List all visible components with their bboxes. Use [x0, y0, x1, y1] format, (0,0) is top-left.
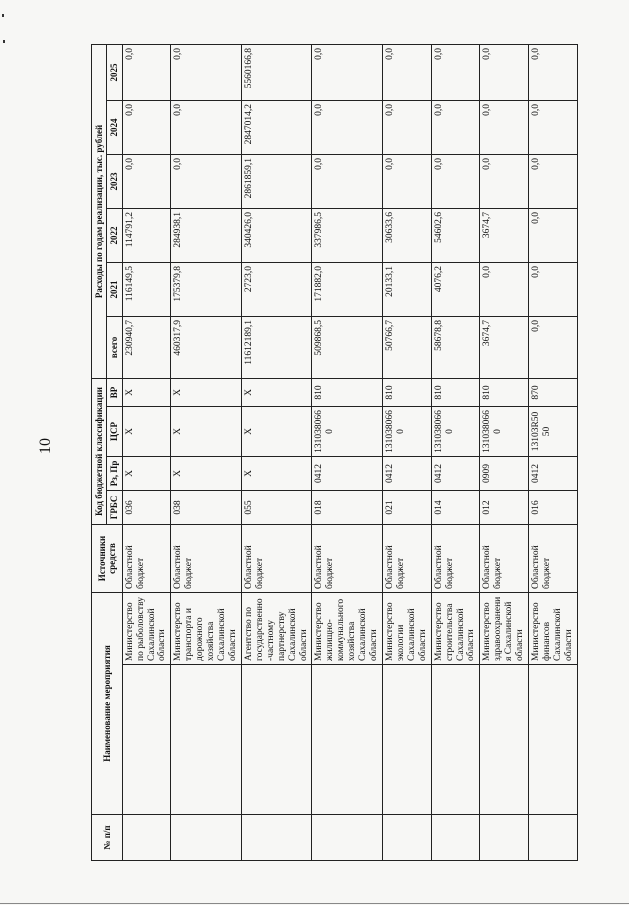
cell-y2021: 116149,5	[122, 262, 171, 316]
cell-source: Областной бюджет	[171, 524, 242, 592]
cell-y2023: 0,0	[122, 154, 171, 208]
cell-executor: Министерство жилищно-коммунального хозяйства Сахалинской области	[312, 592, 383, 664]
cell-grbs: 021	[382, 490, 431, 524]
cell-y2021: 0,0	[480, 262, 529, 316]
cell-vr: 810	[480, 378, 529, 406]
cell-grbs: 038	[171, 490, 242, 524]
cell-blank	[312, 665, 383, 815]
cell-executor: Министерство здравоохранения Сахалинской области	[480, 592, 529, 664]
cell-y2023: 0,0	[382, 154, 431, 208]
table-row	[241, 44, 312, 860]
cell-executor: Агентство по государственно-частному партнерству Сахалинской области	[241, 592, 312, 664]
cell-grbs: 036	[122, 490, 171, 524]
cell-blank	[431, 665, 480, 815]
header-grbs: ГРБС	[107, 490, 122, 524]
cell-num	[171, 815, 242, 861]
cell-total: 3674,7	[480, 316, 529, 378]
cell-y2022: 114791,2	[122, 208, 171, 262]
cell-executor: Министерство экологии Сахалинской области	[382, 592, 431, 664]
cell-y2025: 0,0	[122, 44, 171, 100]
cell-num	[241, 815, 312, 861]
cell-num	[312, 815, 383, 861]
table-body	[122, 44, 577, 860]
scan-speck	[2, 14, 4, 17]
cell-grbs: 012	[480, 490, 529, 524]
cell-total: 50766,7	[382, 316, 431, 378]
cell-source: Областной бюджет	[122, 524, 171, 592]
cell-total: 11612189,1	[241, 316, 312, 378]
cell-blank	[241, 665, 312, 815]
cell-vr: X	[171, 378, 242, 406]
cell-vr: 870	[529, 378, 578, 406]
cell-y2024: 2847014,2	[241, 100, 312, 154]
cell-total: 58678,8	[431, 316, 480, 378]
cell-y2024: 0,0	[312, 100, 383, 154]
cell-num	[480, 815, 529, 861]
cell-y2024: 0,0	[122, 100, 171, 154]
cell-y2022: 30633,6	[382, 208, 431, 262]
rotated-table-container	[91, 45, 574, 861]
cell-source: Областной бюджет	[312, 524, 383, 592]
cell-blank	[171, 665, 242, 815]
cell-rzpr: 0412	[312, 456, 383, 490]
cell-y2021: 171882,0	[312, 262, 383, 316]
cell-csr: X	[122, 406, 171, 456]
table-row	[171, 44, 242, 860]
cell-y2022: 3674,7	[480, 208, 529, 262]
cell-csr: X	[171, 406, 242, 456]
cell-y2024: 0,0	[382, 100, 431, 154]
header-num: № п/п	[92, 815, 123, 861]
budget-table	[91, 44, 578, 861]
header-total: всего	[107, 316, 122, 378]
cell-y2023: 0,0	[529, 154, 578, 208]
table-row	[529, 44, 578, 860]
header-year: 2021	[107, 262, 122, 316]
cell-y2025: 0,0	[382, 44, 431, 100]
cell-blank	[122, 665, 171, 815]
cell-csr: X	[241, 406, 312, 456]
header-vr: ВР	[107, 378, 122, 406]
cell-y2025: 0,0	[312, 44, 383, 100]
cell-csr: 1310380660	[480, 406, 529, 456]
cell-csr: 1310380660	[382, 406, 431, 456]
cell-vr: X	[122, 378, 171, 406]
table-row	[312, 44, 383, 860]
cell-blank	[529, 665, 578, 815]
cell-y2023: 0,0	[480, 154, 529, 208]
cell-y2021: 2723,0	[241, 262, 312, 316]
table-row	[122, 44, 171, 860]
cell-executor: Министерство строительства Сахалинской области	[431, 592, 480, 664]
cell-y2025: 5560166,8	[241, 44, 312, 100]
cell-vr: 810	[382, 378, 431, 406]
cell-y2022: 54602,6	[431, 208, 480, 262]
cell-y2022: 340426,0	[241, 208, 312, 262]
header-name: Наименование мероприятия	[92, 592, 123, 814]
cell-total: 460317,9	[171, 316, 242, 378]
cell-blank	[480, 665, 529, 815]
scan-speck	[3, 40, 5, 43]
cell-y2024: 0,0	[529, 100, 578, 154]
cell-y2021: 175379,8	[171, 262, 242, 316]
cell-csr: 1310380660	[431, 406, 480, 456]
cell-y2025: 0,0	[529, 44, 578, 100]
cell-rzpr: 0412	[529, 456, 578, 490]
cell-y2021: 0,0	[529, 262, 578, 316]
cell-source: Областной бюджет	[480, 524, 529, 592]
page-edge-line	[0, 903, 629, 904]
table-row	[431, 44, 480, 860]
cell-rzpr: 0412	[431, 456, 480, 490]
cell-grbs: 055	[241, 490, 312, 524]
header-csr: ЦСР	[107, 406, 122, 456]
cell-rzpr: 0909	[480, 456, 529, 490]
cell-y2021: 4076,2	[431, 262, 480, 316]
header-rzpr: Рз, Пр	[107, 456, 122, 490]
cell-total: 0,0	[529, 316, 578, 378]
cell-grbs: 014	[431, 490, 480, 524]
cell-y2022: 337986,5	[312, 208, 383, 262]
cell-grbs: 018	[312, 490, 383, 524]
cell-vr: 810	[431, 378, 480, 406]
cell-grbs: 016	[529, 490, 578, 524]
cell-csr: 13103R5050	[529, 406, 578, 456]
cell-vr: 810	[312, 378, 383, 406]
cell-source: Областной бюджет	[431, 524, 480, 592]
header-row-1	[92, 44, 107, 860]
cell-y2024: 0,0	[431, 100, 480, 154]
cell-y2023: 0,0	[312, 154, 383, 208]
cell-y2024: 0,0	[171, 100, 242, 154]
cell-num	[122, 815, 171, 861]
cell-source: Областной бюджет	[382, 524, 431, 592]
cell-y2023: 0,0	[171, 154, 242, 208]
cell-executor: Министерство по рыболовству Сахалинской области	[122, 592, 171, 664]
cell-y2025: 0,0	[171, 44, 242, 100]
cell-blank	[382, 665, 431, 815]
cell-y2023: 2861859,1	[241, 154, 312, 208]
cell-y2022: 284938,1	[171, 208, 242, 262]
cell-y2024: 0,0	[480, 100, 529, 154]
header-year: 2022	[107, 208, 122, 262]
cell-source: Областной бюджет	[529, 524, 578, 592]
cell-executor: Министерство транспорта и дорожного хозяйства Сахалинской области	[171, 592, 242, 664]
cell-total: 230940,7	[122, 316, 171, 378]
table-row	[382, 44, 431, 860]
header-source: Источники средств	[92, 524, 123, 592]
cell-y2025: 0,0	[431, 44, 480, 100]
header-code-group: Код бюджетной классификации	[92, 378, 107, 524]
cell-y2022: 0,0	[529, 208, 578, 262]
cell-total: 509868,5	[312, 316, 383, 378]
cell-num	[382, 815, 431, 861]
cell-vr: X	[241, 378, 312, 406]
cell-csr: 1310380660	[312, 406, 383, 456]
cell-num	[431, 815, 480, 861]
cell-rzpr: X	[122, 456, 171, 490]
cell-num	[529, 815, 578, 861]
cell-rzpr: 0412	[382, 456, 431, 490]
table-row	[480, 44, 529, 860]
cell-rzpr: X	[241, 456, 312, 490]
cell-y2025: 0,0	[480, 44, 529, 100]
page-number: 10	[37, 438, 54, 454]
cell-rzpr: X	[171, 456, 242, 490]
header-year: 2025	[107, 44, 122, 100]
cell-y2021: 20133,1	[382, 262, 431, 316]
cell-y2023: 0,0	[431, 154, 480, 208]
header-year: 2023	[107, 154, 122, 208]
cell-executor: Министерство финансов Сахалинской области	[529, 592, 578, 664]
header-year: 2024	[107, 100, 122, 154]
cell-source: Областной бюджет	[241, 524, 312, 592]
header-expenses-group: Расходы по годам реализации, тыс. рублей	[92, 44, 107, 378]
